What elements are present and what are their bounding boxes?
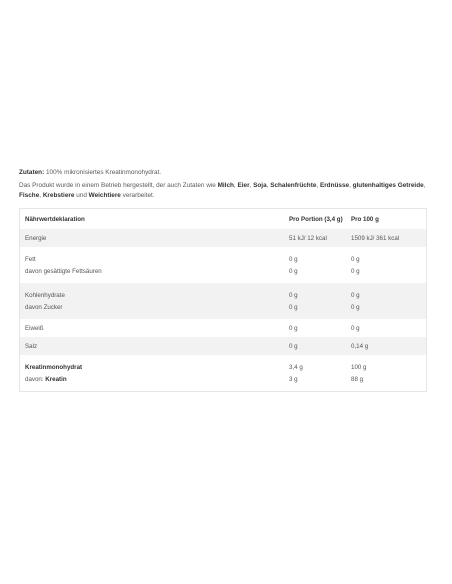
allergen-notice	[19, 181, 427, 201]
row-salt	[20, 337, 426, 355]
cell-per100: 0 g	[351, 255, 360, 263]
cell-per100: 0,14 g	[346, 337, 426, 355]
cell-per100: 100 g	[351, 363, 367, 371]
allergen-eggs: Eier	[237, 182, 250, 189]
allergen-molluscs: Weichtiere	[88, 192, 121, 199]
cell-portion: 3,4 g	[289, 363, 303, 371]
cell-per100: 1509 kJ/ 361 kcal	[346, 229, 426, 247]
cell-label: Kreatinmonohydrat	[25, 363, 83, 371]
cell-per100: 0 g	[351, 324, 360, 332]
ingredients-line	[19, 168, 427, 178]
cell-portion: 51 kJ/ 12 kcal	[284, 229, 346, 247]
row-energy	[20, 229, 426, 247]
row-carbohydrates	[20, 283, 426, 301]
cell-label: davon gesättigte Fettsäuren	[25, 267, 102, 275]
cell-label: Kohlenhydrate	[20, 283, 284, 301]
cell-label: Energie	[20, 229, 284, 247]
cell-per100: 88 g	[351, 375, 364, 383]
creatine-label: Kreatin	[45, 375, 67, 383]
cell-label: Fett	[25, 255, 36, 263]
row-creatine-monohydrate	[20, 355, 426, 373]
cell-label: Eiweiß	[25, 324, 44, 332]
cell-portion: 0 g	[284, 337, 346, 355]
separator: ,	[423, 182, 426, 189]
header-per-portion: Pro Portion (3,4 g)	[289, 215, 343, 223]
nutrition-table	[19, 208, 427, 392]
table-bottom-spacer	[20, 385, 426, 391]
row-saturated-fat	[20, 265, 426, 283]
cell-label: Salz	[20, 337, 284, 355]
cell-portion: 0 g	[289, 267, 298, 275]
allergen-crustaceans: Krebstiere	[42, 192, 75, 199]
cell-portion: 3 g	[289, 375, 298, 383]
cell-per100: 0 g	[346, 283, 426, 301]
row-sugar	[20, 301, 426, 319]
separator: ,	[39, 192, 43, 199]
allergen-text: Das Produkt wurde in einem Betrieb hergestellt, der auch Zutaten wie	[19, 182, 218, 189]
header-declaration: Nährwertdeklaration	[25, 215, 85, 223]
separator: und	[74, 192, 89, 199]
allergen-gluten: glutenhaltiges Getreide	[352, 182, 424, 189]
cell-portion: 0 g	[289, 324, 298, 332]
product-info	[19, 168, 427, 392]
cell-label	[20, 373, 284, 385]
allergen-soy: Soja	[253, 182, 267, 189]
separator: ,	[316, 182, 320, 189]
allergen-milk: Milch	[217, 182, 234, 189]
header-per-100g: Pro 100 g	[351, 215, 379, 223]
allergen-fish: Fische	[19, 192, 40, 199]
separator: ,	[349, 182, 353, 189]
allergen-nuts: Schalenfrüchte	[270, 182, 317, 189]
allergen-peanuts: Erdnüsse	[319, 182, 350, 189]
row-creatine	[20, 373, 426, 385]
cell-portion: 0 g	[284, 283, 346, 301]
allergen-text-end: verarbeitet.	[120, 192, 155, 199]
cell-label: davon Zucker	[20, 301, 284, 319]
ingredients-text: 100% mikronisiertes Kreatinmonohydrat.	[44, 169, 162, 176]
table-header-row	[20, 209, 426, 229]
cell-per100: 0 g	[346, 301, 426, 319]
row-fat	[20, 247, 426, 265]
separator: ,	[233, 182, 238, 189]
cell-per100: 0 g	[351, 267, 360, 275]
row-protein	[20, 319, 426, 337]
separator: ,	[266, 182, 271, 189]
cell-portion: 0 g	[284, 301, 346, 319]
creatine-prefix: davon:	[25, 375, 46, 383]
separator: ,	[249, 182, 254, 189]
ingredients-label: Zutaten:	[19, 169, 45, 176]
cell-portion: 0 g	[289, 255, 298, 263]
